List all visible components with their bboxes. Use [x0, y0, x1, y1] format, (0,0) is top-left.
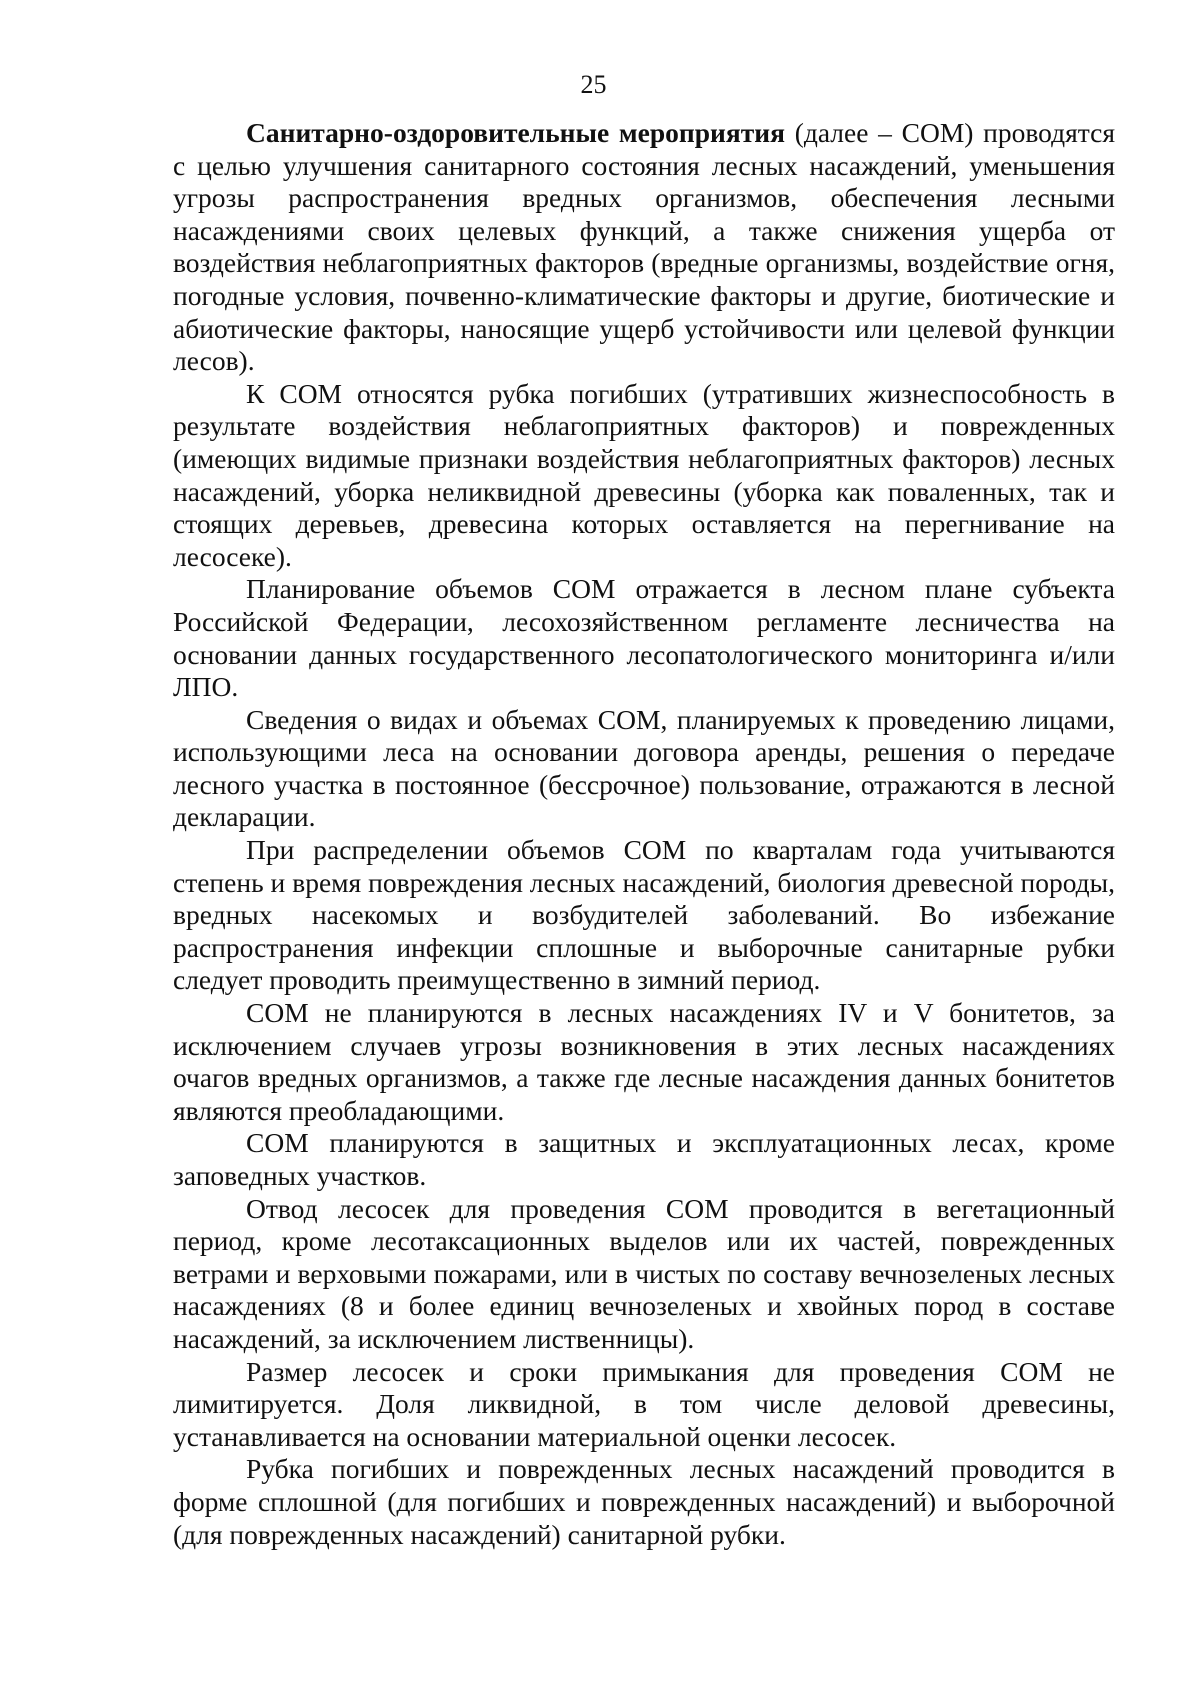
paragraph-som-scope: К СОМ относятся рубка погибших (утративших жизнеспособность в результате воздействия неблагоприятных факторов) и поврежденных (имеющих видимые признаки воздействия неблагоприятных факторов) лесных насаждений, уборка неликвидной древесины (уборка как поваленных, так и стоящих деревьев, древесина которых оставляется на перегнивание на лесосеке).	[173, 377, 1115, 572]
paragraph-quarterly-distribution: При распределении объемов СОМ по кварталам года учитываются степень и время повреждения лесных насаждений, биология древесной породы, вредных насекомых и возбудителей заболеваний. Во избежание распространения инфекции сплошные и выборочные санитарные рубки следует проводить преимущественно в зимний период.	[173, 834, 1115, 996]
paragraph-text: (далее – СОМ) проводятся с целью улучшения санитарного состояния лесных насаждений, уменьшения угрозы распространения вредных организмов, обеспечения лесными насаждениями своих целевых функций, а также снижения ущерба от воздействия неблагоприятных факторов (вредные организмы, воздействие огня, погодные условия, почвенно-климатические факторы и другие, биотические и абиотические факторы, наносящие ущерб устойчивости или целевой функции лесов).	[173, 117, 1115, 377]
document-body	[173, 117, 1115, 1551]
paragraph-som-definition	[173, 117, 1115, 378]
page-number: 25	[580, 70, 607, 99]
paragraph-cutting-area-size: Размер лесосек и сроки примыкания для проведения СОМ не лимитируется. Доля ликвидной, в том числе деловой древесины, устанавливается на основании материальной оценки лесосек.	[173, 1355, 1115, 1452]
paragraph-lead-term: Санитарно-оздоровительные мероприятия	[246, 117, 785, 148]
paragraph-protective-forests: СОМ планируются в защитных и эксплуатационных лесах, кроме заповедных участков.	[173, 1127, 1115, 1191]
paragraph-forest-declaration: Сведения о видах и объемах СОМ, планируемых к проведению лицами, использующими леса на основании договора аренды, решения о передаче лесного участка в постоянное (бессрочное) пользование, отражаются в лесной декларации.	[173, 703, 1115, 833]
paragraph-felling-form: Рубка погибших и поврежденных лесных насаждений проводится в форме сплошной (для погибших и поврежденных насаждений) и выборочной (для поврежденных насаждений) санитарной рубки.	[173, 1453, 1115, 1550]
paragraph-cutting-area-allocation: Отвод лесосек для проведения СОМ проводится в вегетационный период, кроме лесотаксационных выделов или их частей, поврежденных ветрами и верховыми пожарами, или в чистых по составу вечнозеленых лесных насаждениях (8 и более единиц вечнозеленых и хвойных пород в составе насаждений, за исключением лиственницы).	[173, 1192, 1115, 1354]
paragraph-bonitet-exclusion: СОМ не планируются в лесных насаждениях IV и V бонитетов, за исключением случаев угрозы возникновения в этих лесных насаждениях очагов вредных организмов, а также где лесные насаждения данных бонитетов являются преобладающими.	[173, 997, 1115, 1126]
paragraph-som-planning: Планирование объемов СОМ отражается в лесном плане субъекта Российской Федерации, лесохозяйственном регламенте лесничества на основании данных государственного лесопатологического мониторинга и/или ЛПО.	[173, 573, 1115, 703]
